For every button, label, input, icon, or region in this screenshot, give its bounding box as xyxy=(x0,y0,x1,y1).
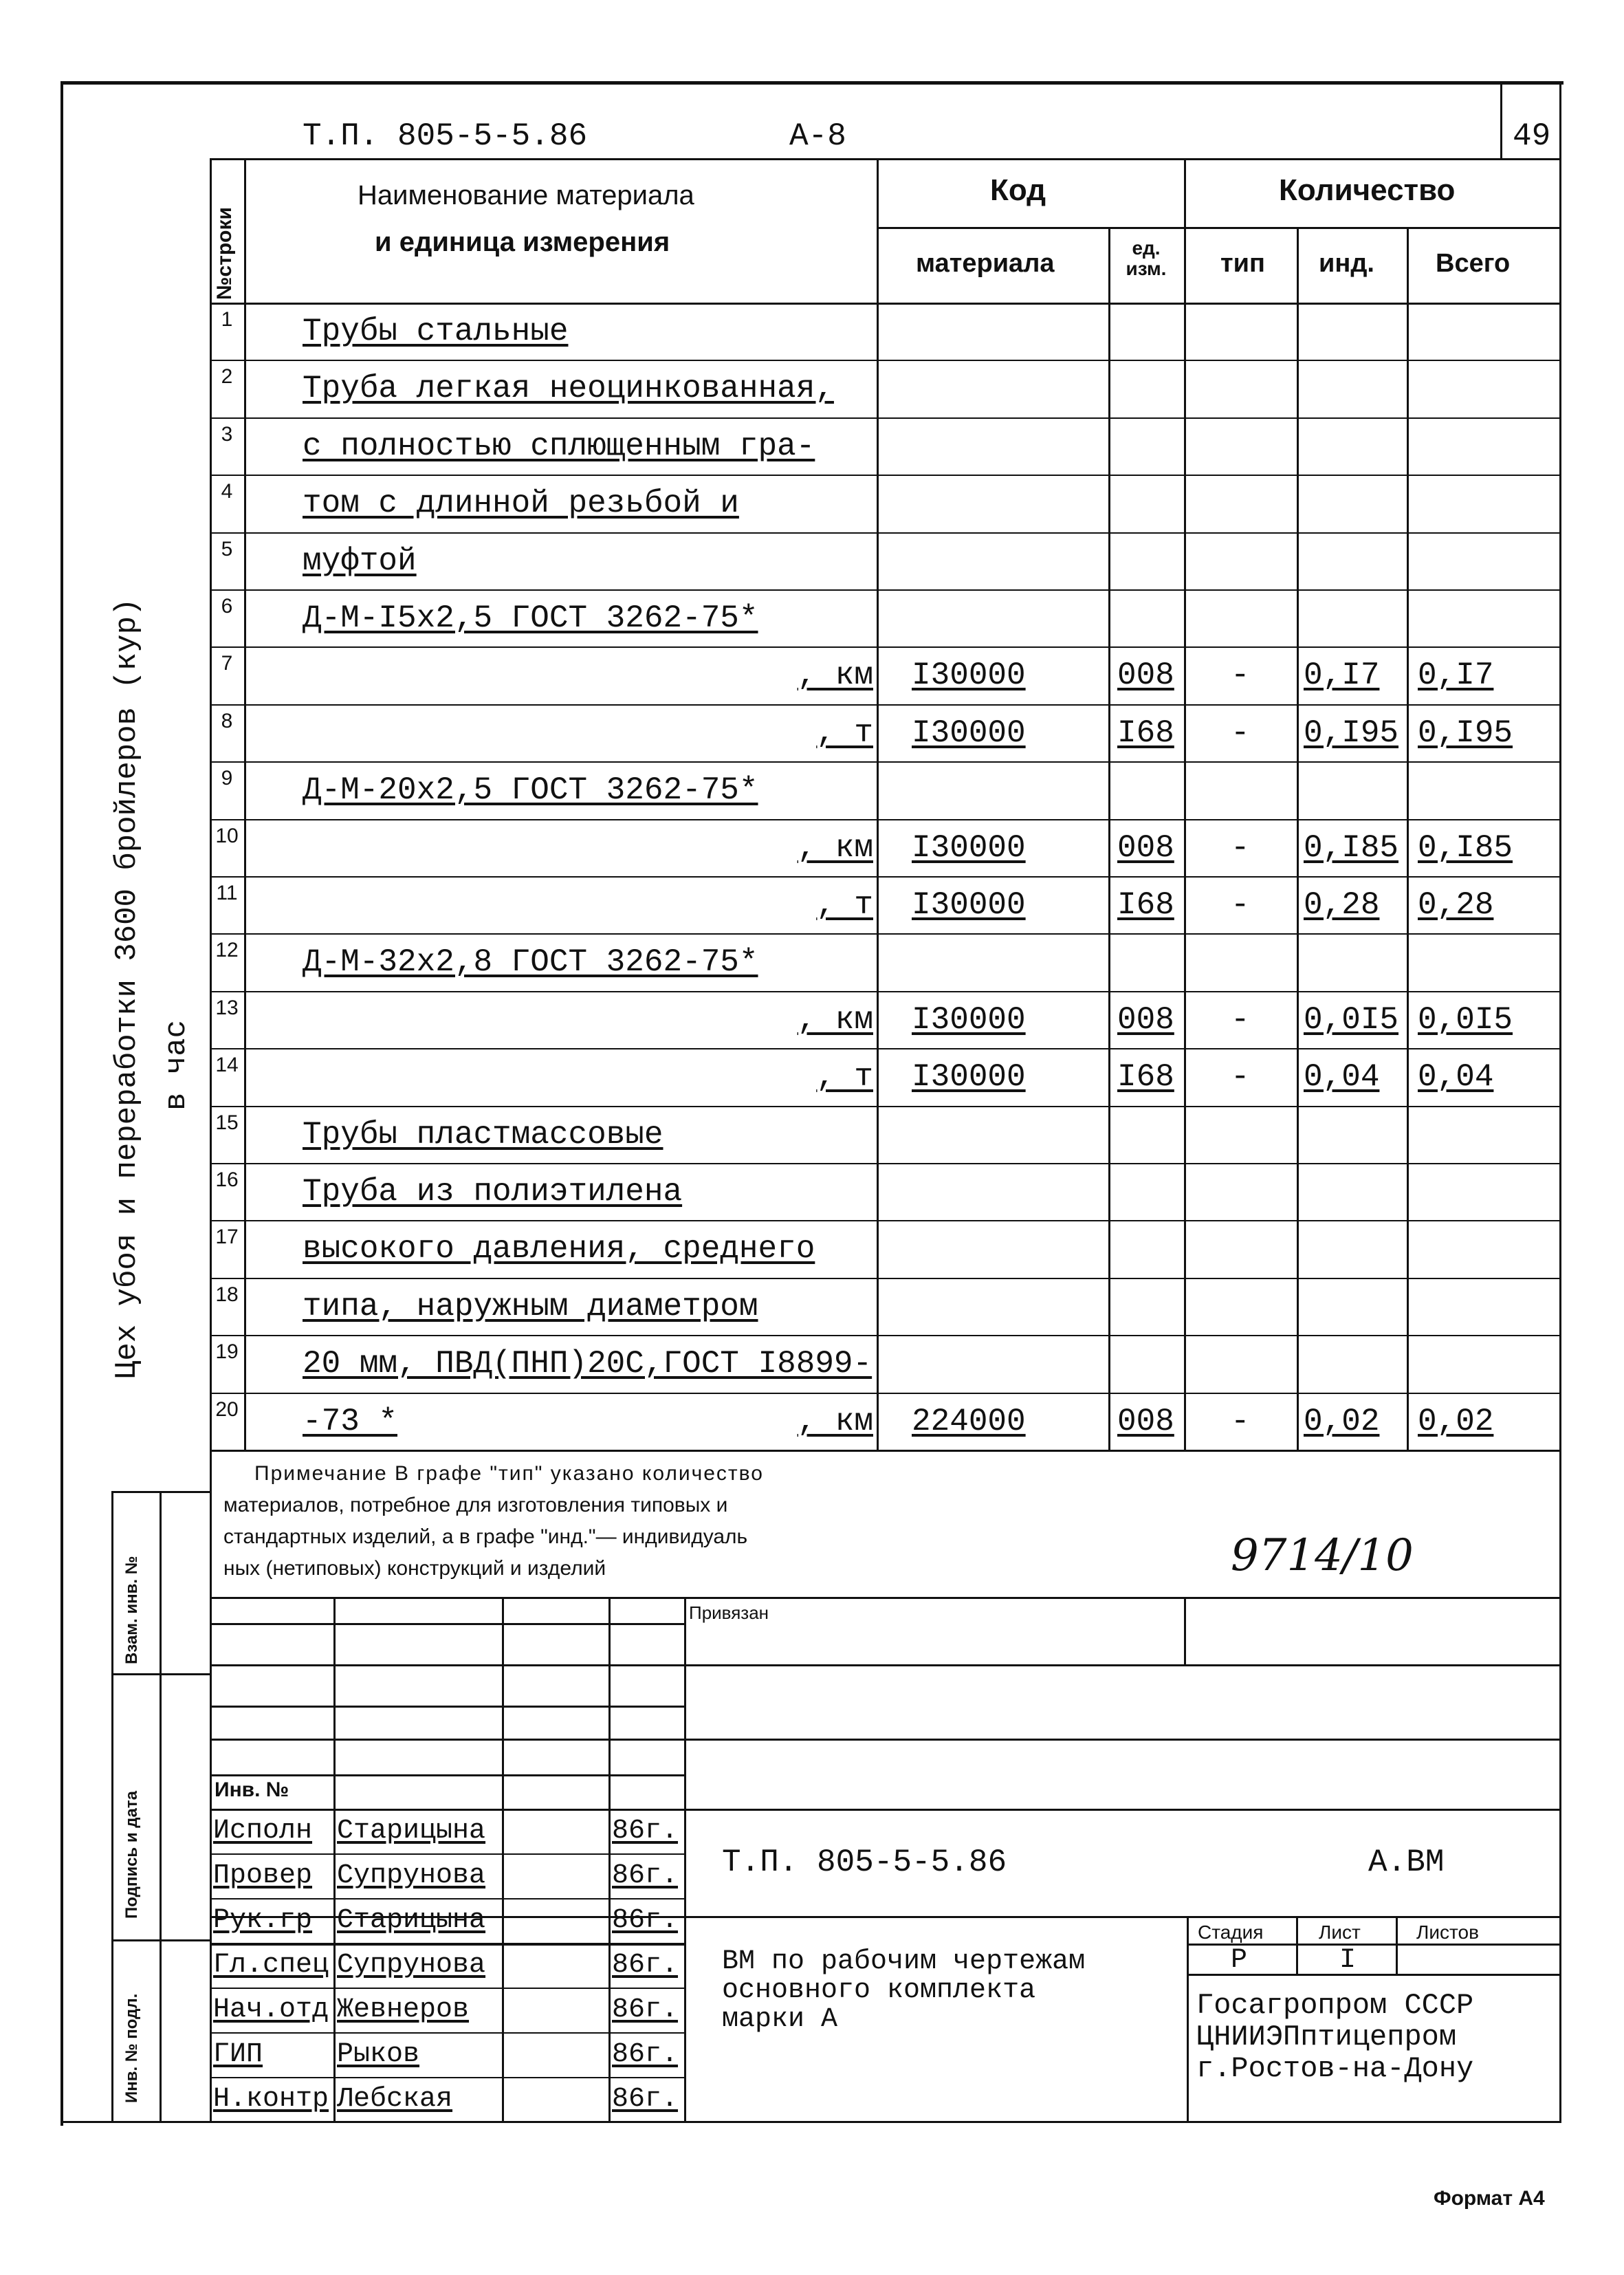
signer-role: Гл.спец xyxy=(213,1950,329,1981)
signer-row-line xyxy=(210,1853,684,1855)
row-number: 9 xyxy=(221,767,233,790)
col-header-rownum: №строки xyxy=(213,207,236,300)
tb-col-stage xyxy=(1187,1916,1189,2122)
qty-type: - xyxy=(1231,1404,1250,1439)
col-header-code-material: материала xyxy=(916,249,1055,278)
col-line-code xyxy=(877,158,879,1451)
side-label-main: Цех убоя и переработки 3600 бройлеров (кур) xyxy=(110,598,144,1379)
qty-total: 0,04 xyxy=(1418,1059,1494,1095)
side-label-podpis: Подпись и дата xyxy=(122,1791,141,1919)
tb-col-sheets xyxy=(1396,1916,1398,1974)
qty-ind: 0,I85 xyxy=(1304,830,1399,866)
sub-header-line xyxy=(877,227,1561,229)
material-code: I30000 xyxy=(912,715,1026,751)
qty-total: 0,I7 xyxy=(1418,657,1494,693)
signer-name: Старицына xyxy=(337,1905,486,1936)
material-name: том с длинной резьбой и xyxy=(303,486,739,521)
row-number: 14 xyxy=(215,1054,239,1076)
col-header-qty: Количество xyxy=(1279,173,1456,207)
col-line-name xyxy=(244,158,246,1451)
row-number: 6 xyxy=(221,595,233,618)
signer-row-line xyxy=(210,2077,684,2078)
stamp-col-line-1 xyxy=(160,1491,162,2122)
signer-date: 86г. xyxy=(612,1950,679,1981)
table-top-line xyxy=(210,158,1561,160)
tb-line-privyazan-bottom xyxy=(210,1664,1561,1666)
tb-col-3 xyxy=(608,1597,611,2122)
table-bottom-line xyxy=(210,1450,1561,1452)
col-header-name-2: и единица измерения xyxy=(375,227,670,257)
tb-line-r4 xyxy=(210,1774,684,1776)
qty-ind: 0,I95 xyxy=(1304,715,1399,751)
signer-name: Жевнеров xyxy=(337,1994,470,2025)
note-line-1: Примечание В графе "тип" указано количество xyxy=(254,1462,764,1485)
tb-line-r2 xyxy=(210,1706,684,1708)
unit-code: 008 xyxy=(1117,1002,1174,1038)
material-name: -73 * xyxy=(303,1404,398,1439)
signer-role: Н.контр xyxy=(213,2084,329,2115)
material-code: I30000 xyxy=(912,830,1026,866)
material-name: Трубы пластмассовые xyxy=(303,1117,663,1153)
qty-ind: 0,04 xyxy=(1304,1059,1380,1095)
note-line-4: ных (нетиповых) конструкций и изделий xyxy=(223,1557,606,1580)
stamp-row-line-1 xyxy=(111,1491,211,1493)
tb-doc-mark: А.ВМ xyxy=(1368,1844,1445,1880)
header-bottom-line xyxy=(210,303,1561,305)
unit-label: , т xyxy=(816,887,873,923)
side-label-vzam: Взам. инв. № xyxy=(122,1556,141,1664)
tb-col-4 xyxy=(684,1597,686,2122)
qty-type: - xyxy=(1231,715,1250,751)
row-number: 20 xyxy=(215,1398,239,1421)
signer-row-line xyxy=(210,1898,684,1900)
tb-line-r3 xyxy=(210,1739,1561,1741)
unit-code: I68 xyxy=(1117,1059,1174,1095)
format-label: Формат А4 xyxy=(1434,2187,1545,2210)
unit-code: 008 xyxy=(1117,1404,1174,1439)
handwritten-number: 9714/10 xyxy=(1231,1530,1414,1581)
unit-label: , км xyxy=(797,830,873,866)
material-name: Труба из полиэтилена xyxy=(303,1174,683,1210)
material-name: типа, наружным диаметром xyxy=(303,1289,758,1325)
material-name: Д-М-20x2,5 ГОСТ 3262-75* xyxy=(303,772,758,808)
org-line-2: ЦНИИЭПптицепром xyxy=(1196,2021,1457,2054)
table-row-line xyxy=(210,991,1561,992)
row-number: 7 xyxy=(221,652,233,675)
material-code: I30000 xyxy=(912,657,1026,693)
table-row-line xyxy=(210,532,1561,534)
col-header-code: Код xyxy=(990,173,1046,207)
table-row-line xyxy=(210,876,1561,878)
table-row-line xyxy=(210,933,1561,935)
unit-code: I68 xyxy=(1117,715,1174,751)
tb-line-r1 xyxy=(210,1623,684,1625)
table-row-line xyxy=(210,360,1561,361)
material-code: I30000 xyxy=(912,1059,1026,1095)
qty-total: 0,02 xyxy=(1418,1404,1494,1439)
privyazan-label: Привязан xyxy=(689,1602,769,1623)
table-row-line xyxy=(210,589,1561,591)
signer-row-line xyxy=(210,1988,684,1989)
qty-ind: 0,02 xyxy=(1304,1404,1380,1439)
side-label-inv-podl: Инв. № подл. xyxy=(122,1993,141,2103)
row-number: 10 xyxy=(215,825,239,847)
stamp-row-line-2 xyxy=(111,1673,211,1675)
side-label-main-2: в час xyxy=(160,1019,194,1111)
table-row-line xyxy=(210,417,1561,419)
unit-label: , км xyxy=(797,1404,873,1439)
stamp-row-line-3 xyxy=(111,1939,211,1941)
org-line-1: Госагропром СССР xyxy=(1196,1989,1474,2022)
signer-name: Супрунова xyxy=(337,1860,486,1891)
qty-total: 0,0I5 xyxy=(1418,1002,1513,1038)
material-name: Труба легкая неоцинкованная, xyxy=(303,371,834,406)
table-row-line xyxy=(210,761,1561,763)
row-number: 19 xyxy=(215,1340,239,1363)
tb-line-top xyxy=(210,1597,1561,1599)
doc-code-header: Т.П. 805-5-5.86 xyxy=(303,118,588,154)
page-number: 49 xyxy=(1513,118,1551,154)
signer-date: 86г. xyxy=(612,2039,679,2070)
sheet-code-header: А-8 xyxy=(789,118,846,154)
col-line-qty xyxy=(1184,158,1186,1451)
signer-date: 86г. xyxy=(612,2084,679,2115)
col-header-code-unit: ед. изм. xyxy=(1126,237,1167,279)
tb-col-sheet xyxy=(1296,1916,1298,1974)
material-name: высокого давления, среднего xyxy=(303,1231,815,1267)
tb-title-1: ВМ по рабочим чертежам xyxy=(722,1946,1086,1977)
row-number: 11 xyxy=(216,882,238,904)
material-code: I30000 xyxy=(912,1002,1026,1038)
signer-name: Рыков xyxy=(337,2039,420,2070)
row-number: 13 xyxy=(215,997,239,1019)
signer-date: 86г. xyxy=(612,1860,679,1891)
sheet-label: Лист xyxy=(1319,1922,1361,1943)
material-name: 20 мм, ПВД(ПНП)20С,ГОСТ I8899- xyxy=(303,1346,873,1382)
row-number: 2 xyxy=(221,365,233,388)
stage-label: Стадия xyxy=(1198,1922,1264,1943)
tb-col-1 xyxy=(333,1597,336,2122)
unit-label: , т xyxy=(816,1059,873,1095)
material-name: Д-М-32x2,8 ГОСТ 3262-75* xyxy=(303,944,758,980)
signer-row-line xyxy=(210,1943,684,1944)
tb-title-2: основного комплекта xyxy=(722,1975,1036,2006)
stage-value: Р xyxy=(1231,1945,1248,1976)
qty-total: 0,I85 xyxy=(1418,830,1513,866)
row-number: 1 xyxy=(221,308,233,331)
tb-col-2 xyxy=(502,1597,504,2122)
page-number-divider xyxy=(1500,81,1502,160)
signer-row-line xyxy=(210,2032,684,2034)
row-number: 18 xyxy=(215,1283,239,1306)
signer-name: Старицына xyxy=(337,1816,486,1847)
qty-type: - xyxy=(1231,1059,1250,1095)
row-number: 5 xyxy=(221,538,233,560)
sheet-bottom-border xyxy=(61,2121,1561,2123)
col-header-qty-type: тип xyxy=(1220,249,1265,278)
org-line-3: г.Ростов-на-Дону xyxy=(1196,2052,1474,2085)
table-row-line xyxy=(210,819,1561,820)
qty-type: - xyxy=(1231,1002,1250,1038)
table-row-line xyxy=(210,1393,1561,1394)
tb-line-r5 xyxy=(210,1809,1561,1811)
table-left-line xyxy=(210,158,212,2122)
table-row-line xyxy=(210,704,1561,706)
col-line-total xyxy=(1407,227,1409,1451)
sheet-right-border xyxy=(1559,81,1561,2122)
material-name: Трубы стальные xyxy=(303,314,569,349)
note-line-3: стандартных изделий, а в графе "инд."— индивидуаль xyxy=(223,1525,748,1548)
signer-date: 86г. xyxy=(612,1905,679,1936)
col-header-qty-ind: инд. xyxy=(1319,249,1374,278)
table-row-line xyxy=(210,1335,1561,1336)
row-number: 12 xyxy=(215,939,239,961)
col-line-ind xyxy=(1297,227,1299,1451)
sheets-label: Листов xyxy=(1416,1922,1479,1943)
qty-total: 0,28 xyxy=(1418,887,1494,923)
material-code: I30000 xyxy=(912,887,1026,923)
qty-ind: 0,0I5 xyxy=(1304,1002,1399,1038)
signer-name: Лебская xyxy=(337,2084,453,2115)
tb-col-privyazan xyxy=(1184,1597,1186,1664)
inv-no-label: Инв. № xyxy=(215,1778,289,1801)
qty-ind: 0,I7 xyxy=(1304,657,1380,693)
material-name: с полностью сплющенным гра- xyxy=(303,428,815,464)
signer-role: Исполн xyxy=(213,1816,313,1847)
unit-label: , км xyxy=(797,657,873,693)
unit-code: 008 xyxy=(1117,830,1174,866)
signer-name: Супрунова xyxy=(337,1950,486,1981)
signer-role: Провер xyxy=(213,1860,313,1891)
table-row-line xyxy=(210,1048,1561,1049)
table-row-line xyxy=(210,1220,1561,1221)
unit-code: 008 xyxy=(1117,657,1174,693)
signer-date: 86г. xyxy=(612,1994,679,2025)
table-row-line xyxy=(210,1163,1561,1164)
sheet-value: I xyxy=(1339,1945,1357,1976)
col-line-ucode xyxy=(1108,227,1110,1451)
signer-date: 86г. xyxy=(612,1816,679,1847)
row-number: 16 xyxy=(215,1168,239,1191)
table-row-line xyxy=(210,646,1561,648)
col-header-name-1: Наименование материала xyxy=(358,180,694,210)
tb-doc-code: Т.П. 805-5-5.86 xyxy=(722,1844,1007,1880)
unit-code: I68 xyxy=(1117,887,1174,923)
note-line-2: материалов, потребное для изготовления типовых и xyxy=(223,1494,728,1516)
col-header-qty-total: Всего xyxy=(1436,249,1511,278)
row-number: 17 xyxy=(215,1226,239,1248)
material-name: Д-М-I5x2,5 ГОСТ 3262-75* xyxy=(303,600,758,636)
stamp-outer-line xyxy=(111,1491,113,2122)
signer-role: Рук.гр xyxy=(213,1905,313,1936)
qty-ind: 0,28 xyxy=(1304,887,1380,923)
unit-label: , т xyxy=(816,715,873,751)
table-row-line xyxy=(210,1106,1561,1107)
row-number: 4 xyxy=(221,480,233,503)
qty-type: - xyxy=(1231,830,1250,866)
unit-label: , км xyxy=(797,1002,873,1038)
qty-type: - xyxy=(1231,657,1250,693)
signer-role: ГИП xyxy=(213,2039,263,2070)
row-number: 3 xyxy=(221,423,233,446)
qty-type: - xyxy=(1231,887,1250,923)
tb-title-3: марки А xyxy=(722,2004,838,2035)
qty-total: 0,I95 xyxy=(1418,715,1513,751)
material-name: муфтой xyxy=(303,543,417,579)
signer-role: Нач.отд xyxy=(213,1994,329,2025)
table-row-line xyxy=(210,475,1561,476)
table-row-line xyxy=(210,1278,1561,1279)
row-number: 8 xyxy=(221,710,233,732)
row-number: 15 xyxy=(215,1111,239,1134)
material-code: 224000 xyxy=(912,1404,1026,1439)
